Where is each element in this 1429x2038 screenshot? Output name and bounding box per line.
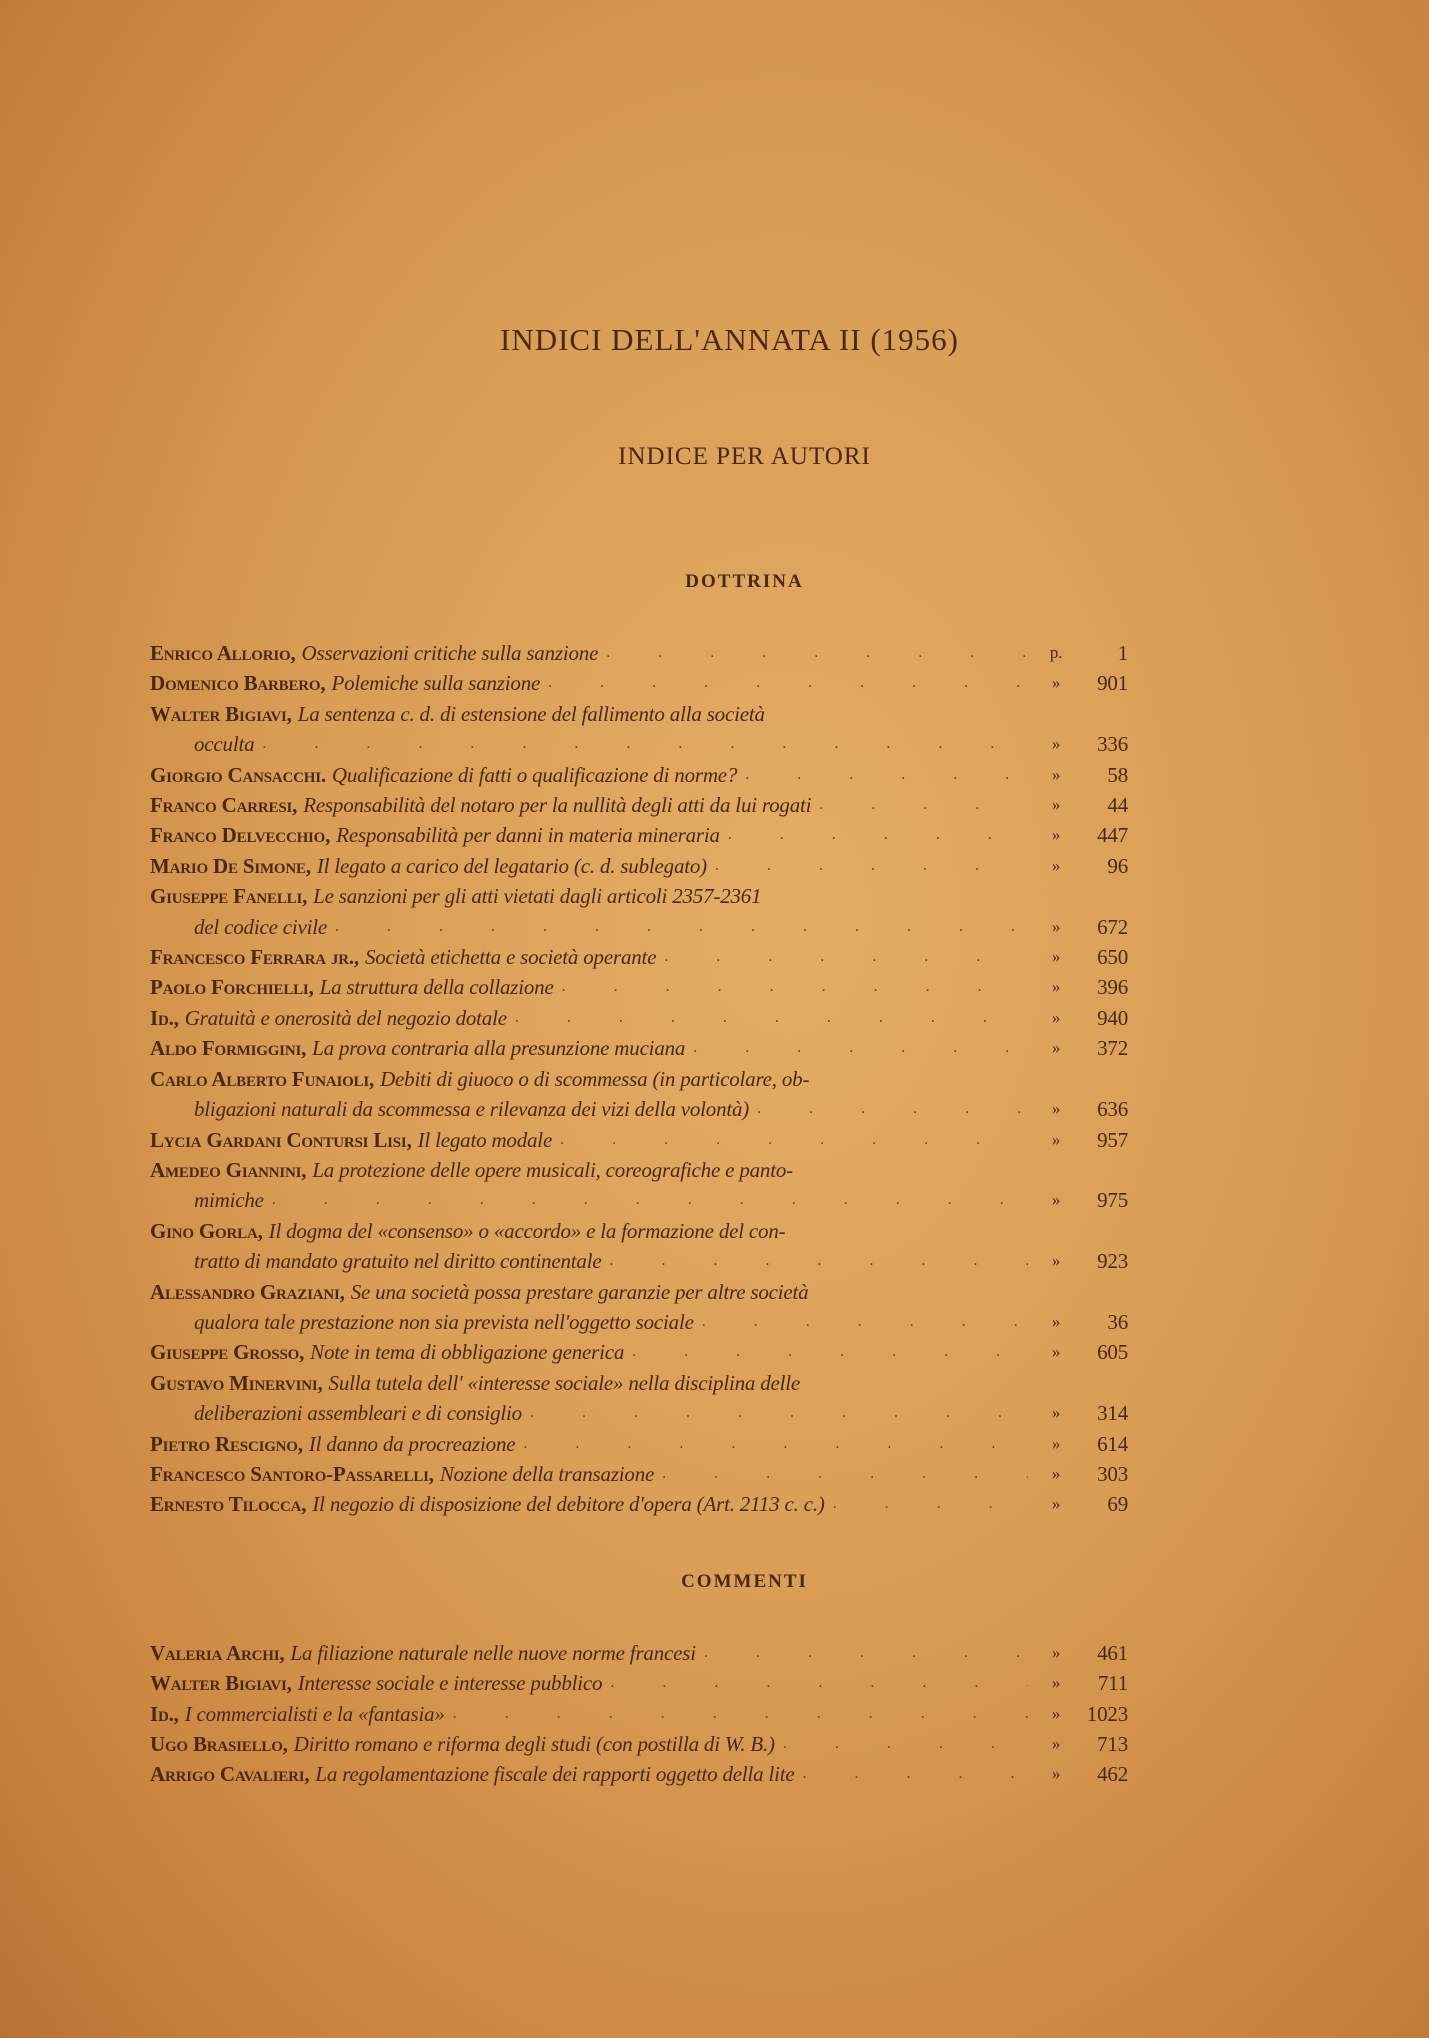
entry-title-continued: deliberazioni assembleari e di consiglio — [194, 1401, 522, 1426]
entry-title: Diritto romano e riforma degli studi (con postilla di W. B.) — [293, 1732, 775, 1756]
index-entry — [150, 638, 1128, 668]
entry-line-continued — [150, 1185, 1128, 1215]
dot-leader — [632, 1337, 1028, 1367]
entry-author: Pietro Rescigno, — [150, 1431, 303, 1456]
dot-leader — [757, 1094, 1028, 1124]
index-entry — [150, 1337, 1128, 1367]
entry-author: Giuseppe Fanelli, — [150, 884, 308, 909]
entry-title: I commercialisti e la «fantasia» — [184, 1701, 445, 1726]
entry-text-continued — [194, 1185, 264, 1215]
entry-author: Ugo Brasiello, — [150, 1732, 288, 1756]
page-number: 336 — [1097, 732, 1128, 757]
page-prefix: » — [1051, 1433, 1061, 1453]
entry-title: Il danno da procreazione — [308, 1431, 516, 1456]
entry-line — [150, 820, 1128, 850]
entry-text — [150, 851, 707, 881]
index-entry — [150, 851, 1128, 881]
index-entry — [150, 1759, 1128, 1789]
entry-title: Interesse sociale e interesse pubblico — [297, 1671, 603, 1696]
index-entry — [150, 1429, 1128, 1459]
entry-text — [150, 1729, 775, 1759]
dot-leader — [662, 1459, 1028, 1489]
index-body — [0, 570, 1429, 1790]
entry-line — [150, 638, 1128, 668]
entry-line — [150, 1489, 1128, 1519]
index-entry — [150, 1277, 1128, 1338]
index-entry — [150, 1003, 1128, 1033]
entry-text — [150, 790, 811, 820]
entry-title: La protezione delle opere musicali, coreografiche e panto- — [312, 1157, 793, 1182]
page-prefix: » — [1051, 855, 1061, 875]
dot-leader — [530, 1398, 1028, 1428]
page-number: 711 — [1097, 1671, 1128, 1696]
page-number: 975 — [1097, 1188, 1128, 1213]
entry-title: Il negozio di disposizione del debitore d'opera (Art. 2113 c. c.) — [312, 1492, 825, 1517]
entry-line — [150, 1638, 1128, 1668]
page-prefix: » — [1051, 673, 1061, 693]
page-number: 636 — [1097, 1097, 1128, 1122]
entry-author: Enrico Allorio, — [150, 641, 296, 665]
entry-line — [150, 1125, 1128, 1155]
entry-text — [150, 1125, 552, 1155]
entry-line — [150, 972, 1128, 1002]
index-subtitle: INDICE PER AUTORI — [618, 443, 871, 470]
entry-title: Polemiche sulla sanzione — [331, 671, 541, 696]
entry-line — [150, 1729, 1128, 1759]
entry-title: La filiazione naturale nelle nuove norme francesi — [290, 1640, 696, 1665]
entry-line-continued — [150, 912, 1128, 942]
entry-line-continued — [150, 729, 1128, 759]
entry-title: Note in tema di obbligazione generica — [310, 1340, 625, 1365]
section-heading-dottrina: DOTTRINA — [685, 571, 804, 592]
page-number: 314 — [1097, 1401, 1128, 1426]
page-prefix: » — [1051, 1129, 1061, 1149]
page-number: 96 — [1107, 853, 1128, 878]
entry-author: Giuseppe Grosso, — [150, 1340, 305, 1365]
entry-title: Responsabilità del notaro per la nullità degli atti da lui rogati — [303, 793, 812, 818]
entry-line — [150, 668, 1128, 698]
page-number: 44 — [1107, 793, 1128, 818]
dot-leader — [453, 1699, 1028, 1729]
page-prefix: » — [1051, 1251, 1061, 1271]
page-number: 58 — [1107, 762, 1128, 787]
entry-title: Nozione della transazione — [439, 1461, 655, 1486]
entry-text — [150, 1638, 696, 1668]
entry-title: La regolamentazione fiscale dei rapporti oggetto della lite — [315, 1762, 795, 1787]
page-number: 447 — [1097, 823, 1128, 848]
page-prefix: p. — [1049, 643, 1063, 662]
page-prefix: » — [1051, 1403, 1061, 1423]
entry-text — [150, 699, 765, 729]
dot-leader — [715, 851, 1028, 881]
dot-leader — [702, 1307, 1028, 1337]
entry-text — [150, 1489, 825, 1519]
dottrina-list — [150, 638, 1128, 1520]
entry-author: Paolo Forchielli, — [150, 975, 314, 1000]
dot-leader — [606, 638, 1028, 668]
entry-line — [150, 851, 1128, 881]
page-number: 650 — [1097, 945, 1128, 970]
entry-text-continued — [194, 912, 327, 942]
page-prefix: » — [1051, 1734, 1061, 1753]
section-heading-commenti: COMMENTI — [681, 1570, 808, 1592]
entry-author: Arrigo Cavalieri, — [150, 1762, 310, 1787]
entry-text — [150, 1033, 685, 1063]
entry-title: La prova contraria alla presunzione muciana — [312, 1036, 686, 1061]
entry-author: Mario De Simone, — [150, 853, 311, 878]
dot-leader — [803, 1759, 1028, 1789]
dot-leader — [693, 1033, 1028, 1063]
page-title: INDICI DELL'ANNATA II (1956) — [500, 322, 959, 357]
index-entry — [150, 1489, 1128, 1519]
page-prefix: » — [1051, 1703, 1061, 1723]
entry-author: Gino Gorla, — [150, 1218, 263, 1243]
page-number: 303 — [1097, 1461, 1128, 1486]
index-entry — [150, 1216, 1128, 1277]
index-entry — [150, 1729, 1128, 1759]
entry-text — [150, 942, 656, 972]
index-entry — [150, 820, 1128, 850]
entry-author: Aldo Formiggini, — [150, 1036, 307, 1061]
entry-line — [150, 1368, 1128, 1398]
entry-text — [150, 1337, 624, 1367]
page-prefix: » — [1051, 1673, 1061, 1693]
entry-line — [150, 1003, 1128, 1033]
entry-author: Domenico Barbero, — [150, 671, 326, 696]
dot-leader — [560, 1125, 1028, 1155]
entry-line — [150, 1277, 1128, 1307]
page-number: 1023 — [1086, 1701, 1128, 1726]
page-prefix: » — [1051, 916, 1061, 936]
entry-title: Se una società possa prestare garanzie per altre società — [350, 1279, 809, 1304]
entry-author: Lycia Gardani Contursi Lisi, — [150, 1127, 412, 1152]
entry-author: Giorgio Cansacchi. — [150, 762, 326, 787]
dot-leader — [783, 1729, 1028, 1759]
entry-title-continued: bligazioni naturali da scommessa e rilevanza dei vizi della volontà) — [194, 1097, 750, 1122]
entry-author: Carlo Alberto Funaioli, — [150, 1066, 375, 1091]
dot-leader — [562, 972, 1028, 1002]
entry-text — [150, 668, 540, 698]
entry-text — [150, 638, 598, 668]
index-entry — [150, 790, 1128, 820]
entry-author: Id., — [150, 1005, 179, 1030]
page-prefix: » — [1051, 977, 1061, 997]
entry-author: Francesco Ferrara jr., — [150, 945, 359, 970]
entry-line — [150, 1699, 1128, 1729]
entry-title: Qualificazione di fatti o qualificazione di norme? — [331, 762, 738, 787]
dot-leader — [745, 760, 1028, 790]
entry-line — [150, 1216, 1128, 1246]
entry-line — [150, 1429, 1128, 1459]
entry-text-continued — [194, 729, 254, 759]
page-prefix: » — [1051, 1311, 1061, 1331]
dot-leader — [664, 942, 1028, 972]
dot-leader — [262, 729, 1028, 759]
entry-title: Gratuità e onerosità del negozio dotale — [184, 1005, 507, 1030]
entry-text — [150, 820, 720, 850]
index-entry — [150, 881, 1128, 942]
page-prefix: » — [1051, 1007, 1061, 1027]
entry-text — [150, 881, 761, 911]
dot-leader — [515, 1003, 1028, 1033]
entry-line — [150, 760, 1128, 790]
entry-title: Debiti di giuoco o di scommessa (in particolare, ob- — [380, 1066, 810, 1091]
index-entry — [150, 1033, 1128, 1063]
dot-leader — [610, 1668, 1028, 1698]
entry-text — [150, 1459, 654, 1489]
entry-title-continued: del codice civile — [194, 914, 328, 939]
entry-title: Le sanzioni per gli atti vietati dagli articoli 2357-2361 — [313, 884, 762, 909]
entry-text — [150, 1277, 808, 1307]
index-entry — [150, 668, 1128, 698]
entry-author: Franco Carresi, — [150, 793, 298, 818]
entry-text-continued — [194, 1307, 694, 1337]
page-number: 901 — [1097, 671, 1128, 696]
entry-title: Osservazioni critiche sulla sanzione — [301, 641, 599, 665]
entry-title: Società etichetta e società operante — [364, 945, 657, 970]
dot-leader — [728, 820, 1028, 850]
entry-line-continued — [150, 1246, 1128, 1276]
entry-title-continued: tratto di mandato gratuito nel diritto continentale — [194, 1249, 602, 1274]
entry-author: Gustavo Minervini, — [150, 1370, 323, 1395]
entry-author: Amedeo Giannini, — [150, 1157, 307, 1182]
entry-line — [150, 1155, 1128, 1185]
entry-text-continued — [194, 1246, 601, 1276]
entry-text-continued — [194, 1398, 522, 1428]
page-prefix: » — [1051, 1494, 1061, 1514]
entry-title-continued: qualora tale prestazione non sia prevista nell'oggetto sociale — [194, 1309, 694, 1334]
page-number: 372 — [1097, 1036, 1128, 1061]
index-entry — [150, 1459, 1128, 1489]
entry-author: Francesco Santoro-Passarelli, — [150, 1461, 434, 1486]
entry-line — [150, 1337, 1128, 1367]
entry-line — [150, 1668, 1128, 1698]
entry-text — [150, 1064, 809, 1094]
page-number: 1 — [1117, 641, 1128, 665]
entry-author: Alessandro Graziani, — [150, 1279, 345, 1304]
dot-leader — [819, 790, 1028, 820]
entry-line-continued — [150, 1094, 1128, 1124]
page-number: 957 — [1097, 1127, 1128, 1152]
page-prefix: » — [1051, 947, 1061, 967]
entry-text-continued — [194, 1094, 749, 1124]
page-number: 672 — [1097, 914, 1128, 939]
entry-line-continued — [150, 1307, 1128, 1337]
dot-leader — [523, 1429, 1028, 1459]
index-entry — [150, 1638, 1128, 1668]
index-entry — [150, 942, 1128, 972]
entry-text — [150, 760, 737, 790]
page-number: 923 — [1097, 1249, 1128, 1274]
index-entry — [150, 1668, 1128, 1698]
page-number: 940 — [1097, 1005, 1128, 1030]
page-prefix: » — [1051, 1764, 1061, 1784]
entry-title: Il legato modale — [417, 1127, 553, 1152]
entry-line — [150, 699, 1128, 729]
entry-text — [150, 1155, 793, 1185]
entry-line — [150, 942, 1128, 972]
entry-line — [150, 790, 1128, 820]
page-prefix: » — [1051, 1642, 1061, 1662]
page-prefix: » — [1051, 1463, 1061, 1483]
dot-leader — [609, 1246, 1028, 1276]
page-prefix: » — [1051, 825, 1061, 845]
entry-text — [150, 1368, 800, 1398]
entry-author: Ernesto Tilocca, — [150, 1492, 307, 1517]
index-entry — [150, 1064, 1128, 1125]
index-entry — [150, 1125, 1128, 1155]
entry-text — [150, 1429, 515, 1459]
entry-title: La struttura della collazione — [319, 975, 554, 1000]
page-number: 461 — [1097, 1640, 1128, 1665]
entry-author: Franco Delvecchio, — [150, 823, 331, 848]
entry-title: Il legato a carico del legatario (c. d. sublegato) — [316, 853, 707, 878]
dot-leader — [272, 1185, 1028, 1215]
entry-title: Sulla tutela dell' «interesse sociale» nella disciplina delle — [328, 1370, 801, 1395]
entry-title: Il dogma del «consenso» o «accordo» e la formazione del con- — [268, 1218, 786, 1243]
index-entry — [150, 760, 1128, 790]
entry-text — [150, 1668, 602, 1698]
page-prefix: » — [1051, 795, 1061, 815]
entry-title: La sentenza c. d. di estensione del fallimento alla società — [297, 701, 765, 726]
page-number: 69 — [1107, 1492, 1128, 1517]
page-prefix: » — [1051, 1038, 1061, 1058]
entry-text — [150, 1216, 785, 1246]
index-entry — [150, 972, 1128, 1002]
page-prefix: » — [1051, 1190, 1061, 1210]
entry-line — [150, 1459, 1128, 1489]
commenti-list — [150, 1638, 1128, 1790]
page-number: 462 — [1097, 1762, 1128, 1787]
entry-line — [150, 1033, 1128, 1063]
entry-text — [150, 1003, 507, 1033]
entry-author: Walter Bigiavi, — [150, 701, 292, 726]
entry-line — [150, 1759, 1128, 1789]
index-entry — [150, 699, 1128, 760]
index-entry — [150, 1699, 1128, 1729]
page-number: 396 — [1097, 975, 1128, 1000]
page-number: 36 — [1107, 1309, 1128, 1334]
entry-author: Walter Bigiavi, — [150, 1671, 292, 1696]
dot-leader — [704, 1638, 1028, 1668]
entry-title-continued: mimiche — [194, 1188, 264, 1213]
entry-text — [150, 1759, 795, 1789]
dot-leader — [335, 912, 1028, 942]
index-entry — [150, 1368, 1128, 1429]
index-entry — [150, 1155, 1128, 1216]
entry-author: Valeria Archi, — [150, 1640, 285, 1665]
entry-title-continued: occulta — [194, 732, 255, 757]
page-prefix: » — [1051, 1099, 1061, 1119]
entry-title: Responsabilità per danni in materia mineraria — [336, 823, 720, 848]
page-number: 605 — [1097, 1340, 1128, 1365]
entry-line — [150, 1064, 1128, 1094]
entry-line-continued — [150, 1398, 1128, 1428]
page-prefix: » — [1051, 764, 1061, 784]
entry-text — [150, 1699, 445, 1729]
dot-leader — [548, 668, 1028, 698]
entry-text — [150, 972, 554, 1002]
entry-author: Id., — [150, 1701, 179, 1726]
page-number: 713 — [1097, 1732, 1128, 1756]
entry-line — [150, 881, 1128, 911]
page-prefix: » — [1051, 1342, 1061, 1362]
page-number: 614 — [1097, 1431, 1128, 1456]
dot-leader — [833, 1489, 1028, 1519]
page-prefix: » — [1051, 734, 1061, 754]
